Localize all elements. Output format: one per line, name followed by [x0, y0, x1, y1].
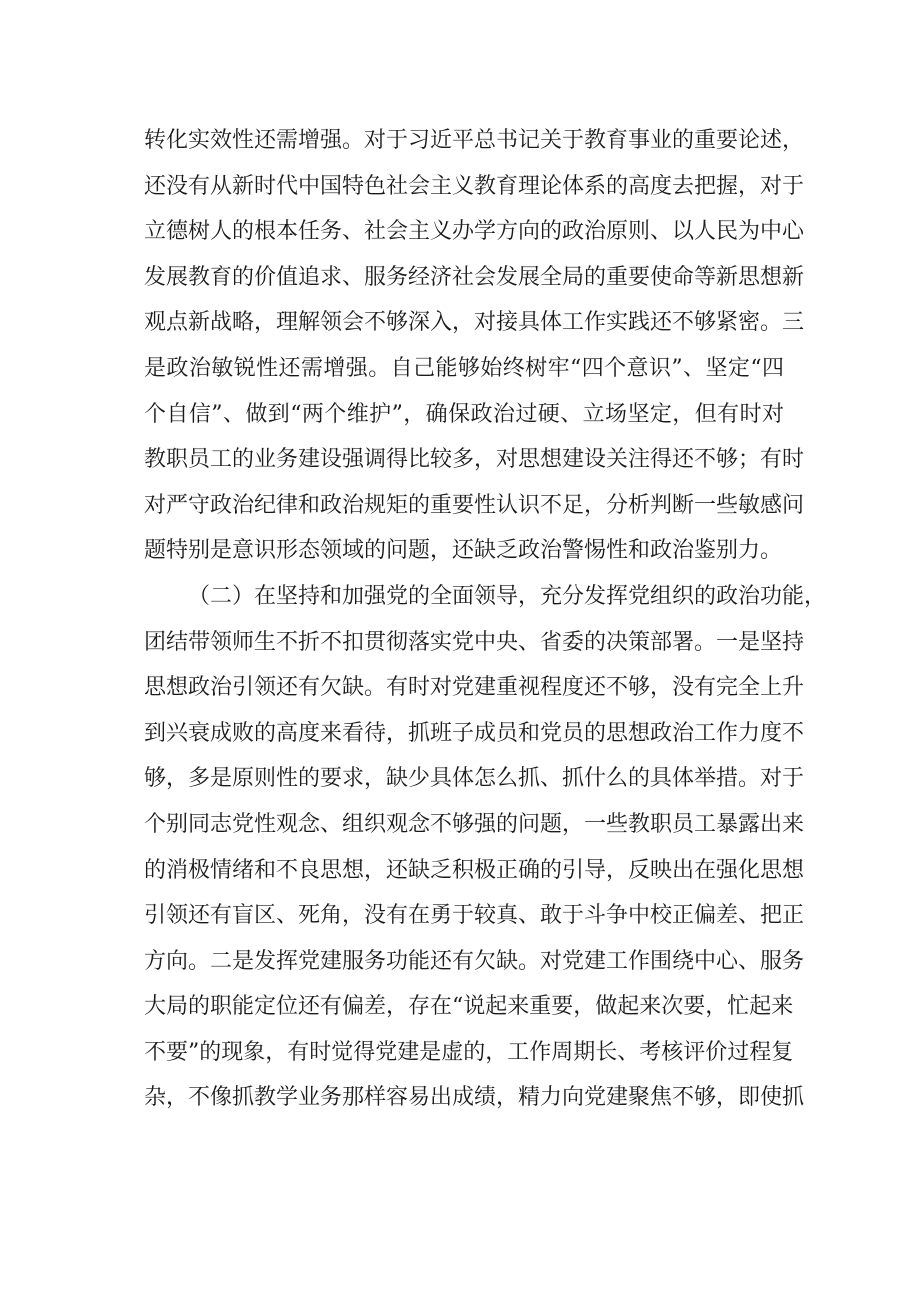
- text-line: 题特别是意识形态领域的问题，还缺乏政治警惕性和政治鉴别力。: [144, 538, 783, 564]
- text-line: 的消极情绪和不良思想，还缺乏积极正确的引导，反映出在强化思想: [144, 857, 805, 883]
- text-line: 教职员工的业务建设强调得比较多，对思想建设关注得还不够；有时: [144, 447, 805, 473]
- text-line: 杂，不像抓教学业务那样容易出成绩，精力向党建聚焦不够，即使抓: [144, 1085, 805, 1111]
- text-line: 对严守政治纪律和政治规矩的重要性认识不足，分析判断一些敏感问: [144, 492, 805, 518]
- body-text: [144, 118, 827, 1121]
- text-line: 大局的职能定位还有偏差，存在“说起来重要，做起来次要，忙起来: [144, 994, 794, 1020]
- text-line: 还没有从新时代中国特色社会主义教育理论体系的高度去把握，对于: [144, 173, 805, 199]
- text-line: 观点新战略，理解领会不够深入，对接具体工作实践还不够紧密。三: [144, 310, 805, 336]
- text-line: 转化实效性还需增强。对于习近平总书记关于教育事业的重要论述，: [144, 128, 805, 153]
- text-line: 方向。二是发挥党建服务功能还有欠缺。对党建工作围绕中心、服务: [144, 948, 805, 974]
- text-line: 团结带领师生不折不扣贯彻落实党中央、省委的决策部署。一是坚持: [144, 629, 805, 655]
- text-line: 个自信”、做到“两个维护”，确保政治过硬、立场坚定，但有时对: [144, 401, 784, 427]
- text-line: （二）在坚持和加强党的全面领导，充分发挥党组织的政治功能，: [188, 583, 827, 609]
- text-line: 立德树人的根本任务、社会主义办学方向的政治原则、以人民为中心: [144, 219, 805, 245]
- text-line: 够，多是原则性的要求，缺少具体怎么抓、抓什么的具体举措。对于: [144, 766, 805, 792]
- text-line: 到兴衰成败的高度来看待，抓班子成员和党员的思想政治工作力度不: [144, 720, 805, 746]
- text-line: 思想政治引领还有欠缺。有时对党建重视程度还不够，没有完全上升: [144, 675, 805, 701]
- text-line: 个别同志党性观念、组织观念不够强的问题，一些教职员工暴露出来: [144, 811, 805, 837]
- text-line: 不要”的现象，有时觉得党建是虚的，工作周期长、考核评价过程复: [144, 1039, 794, 1065]
- text-line: 是政治敏锐性还需增强。自己能够始终树牢“四个意识”、坚定“四: [144, 355, 784, 381]
- text-line: 引领还有盲区、死角，没有在勇于较真、敢于斗争中校正偏差、把正: [144, 903, 805, 929]
- text-line: 发展教育的价值追求、服务经济社会发展全局的重要使命等新思想新: [144, 264, 805, 290]
